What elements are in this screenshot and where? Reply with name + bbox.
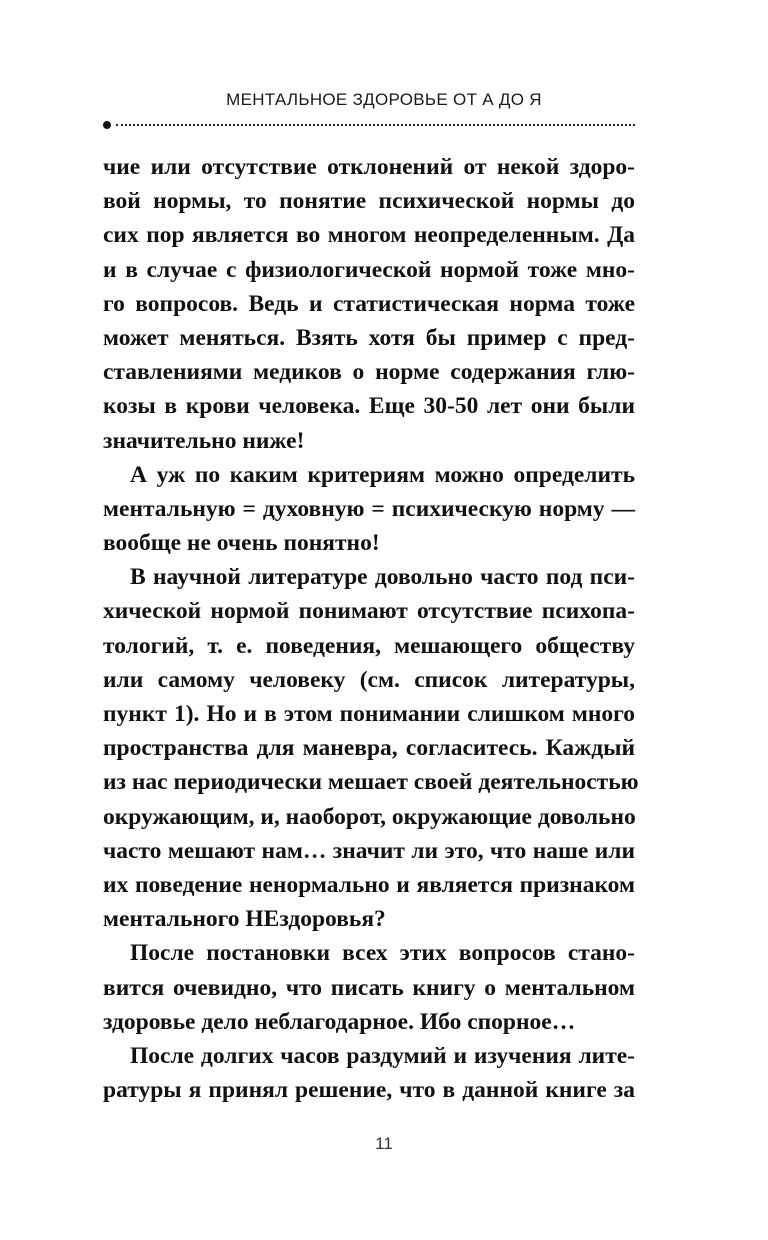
text-line: тологий, т. е. поведения, мешающего обществу xyxy=(103,632,635,659)
text-line: сих пор является во многом неопределенным. Да xyxy=(103,222,635,249)
text-line: чие или отсутствие отклонений от некой здоро- xyxy=(103,154,635,180)
text-line: вообще не очень понятно! xyxy=(103,530,380,557)
text-line: козы в крови человека. Еще 30-50 лет они были xyxy=(103,393,635,420)
text-line: часто мешают нам… значит ли это, что наше или xyxy=(103,837,635,864)
text-line: ментальную = духовную = психическую норму — xyxy=(103,495,635,522)
text-line: вой нормы, то понятие психической нормы до xyxy=(103,188,635,215)
text-line: ратуры я принял решение, что в данной книге за xyxy=(103,1077,635,1104)
text-line: хической нормой понимают отсутствие психопа- xyxy=(103,598,635,625)
text-line: ставлениями медиков о норме содержания глю- xyxy=(103,359,635,386)
text-line: может меняться. Взять хотя бы пример с пред- xyxy=(103,324,635,351)
text-line: После долгих часов раздумий и изучения лите- xyxy=(130,1042,635,1069)
text-line: ментального НЕздоровья? xyxy=(103,906,386,933)
text-line: вится очевидно, что писать книгу о ментальном xyxy=(103,974,635,1001)
text-line: из нас периодически мешает своей деятельностью xyxy=(103,769,639,796)
text-line: пространства для маневра, согласитесь. Каждый xyxy=(103,735,635,762)
body-text xyxy=(103,150,639,1107)
text-line: После постановки всех этих вопросов стано- xyxy=(130,940,635,967)
text-line: окружающим, и, наоборот, окружающие довольно xyxy=(103,803,636,830)
bullet-dot-icon xyxy=(103,121,111,129)
text-line: и в случае с физиологической нормой тоже мно- xyxy=(103,256,635,283)
text-line: В научной литературе довольно часто под пси- xyxy=(130,564,635,591)
text-line: го вопросов. Ведь и статистическая норма тоже xyxy=(103,290,635,317)
text-line: значительно ниже! xyxy=(103,427,305,454)
text-line: здоровье дело неблагодарное. Ибо спорное… xyxy=(103,1008,576,1035)
page-number: 11 xyxy=(375,1134,393,1153)
running-head: МЕНТАЛЬНОЕ ЗДОРОВЬЕ ОТ А ДО Я xyxy=(226,90,542,109)
header-dotted-rule xyxy=(103,121,635,129)
dotted-line xyxy=(116,124,635,126)
text-line: их поведение ненормально и является признаком xyxy=(103,871,635,898)
text-line: А уж по каким критериям можно определить xyxy=(130,461,635,488)
text-line: или самому человеку (см. список литературы, xyxy=(103,666,635,693)
text-line: пункт 1). Но и в этом понимании слишком много xyxy=(103,701,635,727)
